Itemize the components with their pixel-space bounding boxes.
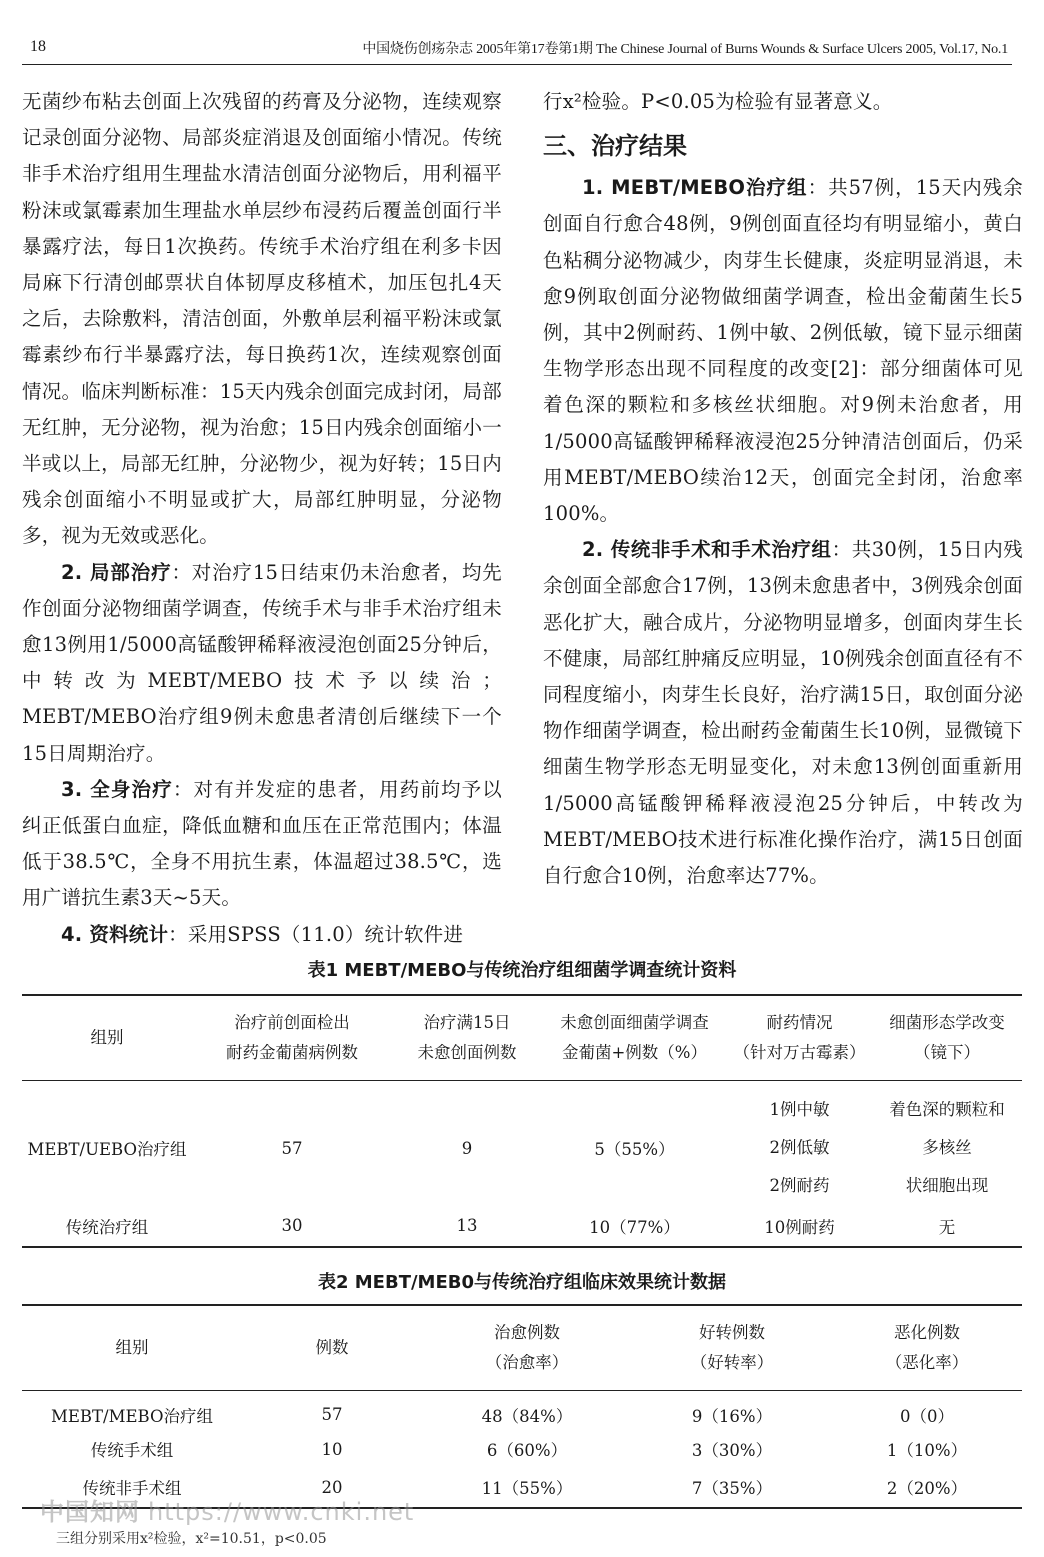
paragraph (22, 772, 502, 917)
paragraph (543, 170, 1023, 532)
paragraph-lead: 2. 局部治疗 (61, 560, 172, 584)
paragraph-lead: 2. 传统非手术和手术治疗组 (582, 538, 832, 562)
table2-caption: 表2 MEBT/MEB0与传统治疗组临床效果统计数据 (317, 1272, 727, 1293)
table1-header: 治疗满15日 未愈创面例数 (392, 995, 542, 1081)
table-row (22, 1081, 1022, 1206)
table-cell: MEBT/UEBO治疗组 (27, 1140, 187, 1159)
table1-caption: 表1 MEBT/MEBO与传统治疗组细菌学调查统计资料 (307, 960, 737, 981)
table-cell: 11（55%） (422, 1468, 632, 1508)
table-cell: 传统手术组 (90, 1441, 174, 1460)
paragraph: 行x²检验。P<0.05为检验有显著意义。 (543, 90, 893, 113)
table-cell: 着色深的颗粒和 多核丝 状细胞出现 (889, 1100, 1005, 1195)
table-cell: 10（77%） (542, 1205, 727, 1247)
table-cell: 10例耐药 (727, 1205, 872, 1247)
table-cell: 2（20%） (832, 1468, 1022, 1508)
left-column (22, 84, 502, 953)
table-cell: 1例中敏 2例低敏 2例耐药 (769, 1100, 830, 1195)
table-cell: 0（0） (900, 1406, 954, 1426)
table-cell: 48（84%） (481, 1406, 573, 1426)
section-title: 三、治疗结果 (543, 132, 687, 161)
table1 (22, 994, 1022, 1248)
table-row (22, 1205, 1022, 1247)
table1-header: 未愈创面细菌学调查 金葡菌+例数（%） (542, 995, 727, 1081)
paragraph-text: ：对有并发症的患者，用药前均予以纠正低蛋白血症，降低血糖和血压在正常范围内；体温低于38.5℃，全身不用抗生素，体温超过38.5℃，选用广谱抗生素3天~5天。 (22, 777, 502, 910)
table-cell: MEBT/MEBO治疗组 (50, 1406, 214, 1426)
table-cell: 30 (192, 1205, 392, 1247)
table2-header: 好转例数 （好转率） (632, 1305, 832, 1391)
table-cell: 20 (242, 1468, 422, 1508)
paragraph-lead: 3. 全身治疗 (61, 777, 173, 801)
table1-header: 组别 (22, 995, 192, 1081)
table-row (22, 1431, 1022, 1468)
table2-note: 三组分别采用x²检验，x²=10.51，p<0.05 (56, 1531, 327, 1547)
table-cell: 5（55%） (594, 1140, 675, 1159)
page-number: 18 (30, 38, 46, 55)
table-cell: 传统治疗组 (22, 1205, 192, 1247)
paragraph-lead: 1. MEBT/MEBO治疗组 (582, 176, 808, 200)
table1-header: 细菌形态学改变 （镜下） (872, 995, 1022, 1081)
table2-header: 组别 (22, 1305, 242, 1391)
paragraph: 无菌纱布粘去创面上次残留的药膏及分泌物，连续观察记录创面分泌物、局部炎症消退及创面缩小情况。传统非手术治疗组用生理盐水清洁创面分泌物后，用利福平粉沫或氯霉素加生理盐水单层纱布浸药后覆盖创面行半暴露疗法，每日1次换药。传统手术治疗组在利多卡因局麻下行清创邮票状自体韧厚皮移植术，加压包扎4天之后，去除敷料，清洁创面，外敷单层利福平粉沫或氯霉素纱布行半暴露疗法，每日换药1次，连续观察创面情况。临床判断标准：15天内残余创面完成封闭，局部无红肿，无分泌物，视为治愈；15日内残余创面缩小一半或以上，局部无红肿，分泌物少，视为好转；15日内残余创面缩小不明显或扩大，局部红肿明显，分泌物多，视为无效或恶化。 (22, 90, 502, 548)
table2-header: 治愈例数 （治愈率） (422, 1305, 632, 1391)
paragraph-lead: 4. 资料统计 (61, 922, 169, 946)
table-cell: 57 (321, 1405, 343, 1425)
table-cell: 7（35%） (632, 1468, 832, 1508)
paragraph (543, 532, 1023, 894)
table-cell: 57 (281, 1138, 303, 1158)
watermark-url: https://www.cnki.net (148, 1498, 415, 1526)
table-cell: 3（30%） (691, 1441, 773, 1460)
table1-header: 治疗前创面检出 耐药金葡菌病例数 (192, 995, 392, 1081)
table-cell: 9 (461, 1138, 473, 1158)
right-column (543, 84, 1023, 894)
paragraph-text: ：共57例，15天内残余创面自行愈合48例，9例创面直径均有明显缩小，黄白色粘稠分泌物减少，肉芽生长健康，炎症明显消退，未愈9例取创面分泌物做细菌学调查，检出金葡菌生长5例，其中2例耐药、1例中敏、2例低敏，镜下显示细菌生物学形态出现不同程度的改变[2]：部分细菌体可见着色深的颗粒和多核丝状细胞。对9例未治愈者，用1/5000高锰酸钾稀释液浸泡25分钟清洁创面后，仍采用MEBT/MEBO续治12天，创面完全封闭，治愈率100%。 (543, 176, 1023, 526)
table-cell: 传统非手术组 (22, 1468, 242, 1508)
page-header (22, 38, 1012, 65)
paragraph-text: ：对治疗15日结束仍未治愈者，均先作创面分泌物细菌学调查，传统手术与非手术治疗组未愈13例用1/5000高锰酸钾稀释液浸泡创面25分钟后，中转改为MEBT/MEBO技术予以续治；MEBT/MEBO治疗组9例未愈患者清创后继续下一个15日周期治疗。 (22, 560, 502, 765)
paragraph-text: ：采用SPSS（11.0）统计软件进 (168, 922, 464, 946)
table2-header: 例数 (242, 1305, 422, 1391)
paragraph-text: ：共30例，15日内残余创面全部愈合17例，13例未愈患者中，3例残余创面恶化扩大，融合成片，分泌物明显增多，创面肉芽生长不健康，局部红肿痛反应明显，10例残余创面直径有不同程度缩小，肉芽生长良好，治疗满15日，取创面分泌物作细菌学调查，检出耐药金葡菌生长10例，显微镜下细菌生物学形态无明显变化，对未愈13例创面重新用1/5000高锰酸钾稀释液浸泡25分钟后，中转改为MEBT/MEBO技术进行标准化操作治疗，满15日创面自行愈合10例，治愈率达77%。 (543, 538, 1023, 888)
watermark-brand: 中国知网 (40, 1498, 140, 1526)
table2 (22, 1304, 1022, 1509)
cnki-watermark (40, 1492, 414, 1527)
table-cell: 6（60%） (486, 1441, 568, 1460)
table-cell: 10 (321, 1439, 343, 1459)
table-cell: 1（10%） (886, 1441, 968, 1460)
paragraph (22, 555, 502, 772)
journal-running-title: 中国烧伤创疡杂志 2005年第17卷第1期 The Chinese Journal of Burns Wounds & Surface Ulcers 2005, Vol.17, No.1 (362, 42, 1008, 57)
table-cell: 无 (872, 1205, 1022, 1247)
paragraph (22, 917, 502, 953)
table-cell: 9（16%） (691, 1406, 773, 1426)
table-row (22, 1391, 1022, 1431)
table2-header: 恶化例数 （恶化率） (832, 1305, 1022, 1391)
table-cell: 13 (392, 1205, 542, 1247)
table1-header: 耐药情况 （针对万古霉素） (727, 995, 872, 1081)
